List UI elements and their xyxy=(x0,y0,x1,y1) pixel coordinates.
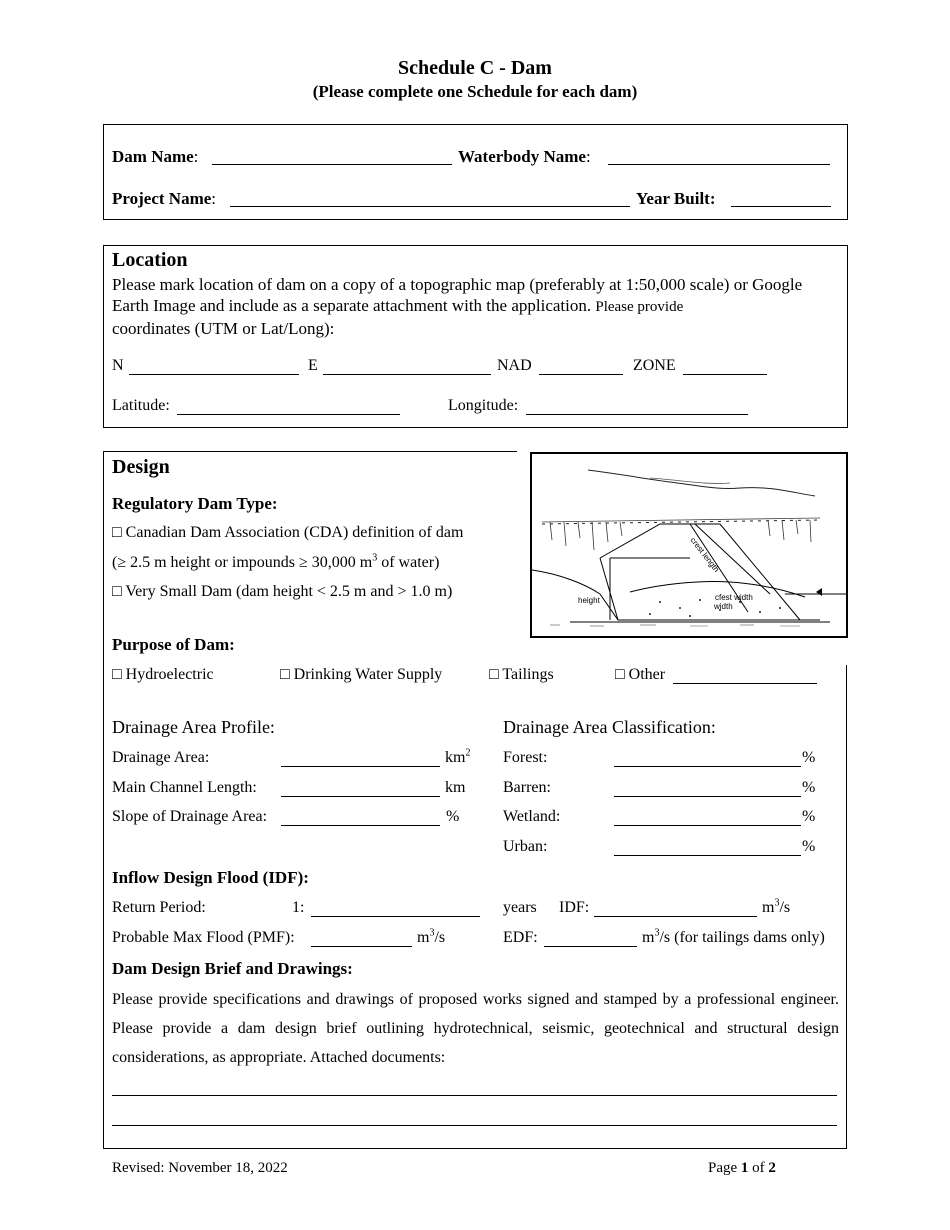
design-left-border xyxy=(103,451,104,1148)
urban-field[interactable] xyxy=(614,855,801,856)
urban-unit: % xyxy=(802,838,816,855)
channel-length-unit: km xyxy=(445,779,466,796)
slope-label: Slope of Drainage Area: xyxy=(112,808,268,825)
e-label: E xyxy=(308,357,318,374)
nad-field[interactable] xyxy=(539,374,623,375)
n-field[interactable] xyxy=(129,374,299,375)
height-label: height xyxy=(578,596,600,605)
idf-label: IDF: xyxy=(559,899,590,916)
purpose-other[interactable]: □ Other xyxy=(615,666,666,683)
checkbox-icon[interactable]: □ xyxy=(112,524,122,541)
idf-heading: Inflow Design Flood (IDF): xyxy=(112,868,309,887)
dam-cross-section-diagram xyxy=(530,452,849,638)
design-brief-heading: Dam Design Brief and Drawings: xyxy=(112,959,353,978)
checkbox-icon[interactable]: □ xyxy=(280,666,290,683)
latitude-field[interactable] xyxy=(177,414,400,415)
purpose-hydroelectric[interactable]: □ Hydroelectric xyxy=(112,666,214,683)
return-period-label: Return Period: xyxy=(112,899,206,916)
edf-label: EDF: xyxy=(503,929,538,946)
slope-field[interactable] xyxy=(281,825,440,826)
attached-documents-line-1[interactable] xyxy=(112,1095,837,1096)
nad-label: NAD xyxy=(497,357,532,374)
purpose-other-field[interactable] xyxy=(673,683,817,684)
pmf-field[interactable] xyxy=(311,946,412,947)
very-small-dam-option[interactable]: □ Very Small Dam (dam height < 2.5 m and > 1.0 m) xyxy=(112,583,453,600)
barren-unit: % xyxy=(802,779,816,796)
crest-width-label: cfest width xyxy=(715,593,753,602)
pmf-unit: $m^3/s$ xyxy=(417,927,446,946)
checkbox-icon[interactable]: □ xyxy=(489,666,499,683)
waterbody-name-field[interactable] xyxy=(608,164,830,165)
design-right-border xyxy=(846,665,847,1148)
checkbox-icon[interactable]: □ xyxy=(112,666,122,683)
slope-unit: % xyxy=(446,808,460,825)
year-built-field[interactable] xyxy=(731,206,831,207)
edf-field[interactable] xyxy=(544,946,637,947)
cda-detail: (≥ 2.5 m height or impounds ≥ 30,000 $m^3$ of water) xyxy=(112,552,440,571)
edf-unit: $m^3/s$ (for tailings dams only) xyxy=(642,927,825,946)
design-top-border xyxy=(103,451,517,452)
purpose-heading: Purpose of Dam: xyxy=(112,635,235,654)
drainage-profile-heading: Drainage Area Profile: xyxy=(112,717,275,737)
urban-label: Urban: xyxy=(503,838,548,855)
return-period-field[interactable] xyxy=(311,916,480,917)
attached-documents-line-2[interactable] xyxy=(112,1125,837,1126)
wetland-label: Wetland: xyxy=(503,808,561,825)
zone-label: ZONE xyxy=(633,357,676,374)
longitude-label: Longitude: xyxy=(448,397,519,414)
checkbox-icon[interactable]: □ xyxy=(112,583,122,600)
forest-unit: % xyxy=(802,749,816,766)
wetland-field[interactable] xyxy=(614,825,801,826)
regulatory-dam-type-heading: Regulatory Dam Type: xyxy=(112,494,278,513)
e-field[interactable] xyxy=(323,374,491,375)
n-label: N xyxy=(112,357,124,374)
idf-unit: $m^3/s$ xyxy=(762,897,791,916)
channel-length-field[interactable] xyxy=(281,796,440,797)
cda-option[interactable]: □ Canadian Dam Association (CDA) definition of dam xyxy=(112,524,464,541)
dam-name-field[interactable] xyxy=(212,164,452,165)
pmf-label: Probable Max Flood (PMF): xyxy=(112,929,295,946)
page-subtitle: (Please complete one Schedule for each dam) xyxy=(312,82,638,101)
barren-label: Barren: xyxy=(503,779,551,796)
project-name-field[interactable] xyxy=(230,206,630,207)
drainage-area-unit: $km^2$ xyxy=(445,747,471,766)
purpose-tailings[interactable]: □ Tailings xyxy=(489,666,554,683)
return-period-prefix: 1: xyxy=(292,899,305,916)
design-heading: Design xyxy=(112,456,170,478)
idf-field[interactable] xyxy=(594,916,757,917)
checkbox-icon[interactable]: □ xyxy=(615,666,625,683)
project-name-label: Project Name: xyxy=(112,189,217,208)
revised-date: Revised: November 18, 2022 xyxy=(112,1160,288,1176)
location-instructions: Please mark location of dam on a copy of a topographic map (preferably at 1:50,000 scale) or Google Earth Image and include as a separate attachment with the application. Please provide coordinates (UTM or Lat/Long): xyxy=(112,275,803,338)
design-brief-text: Please provide specifications and drawings of proposed works signed and stamped by a professional engineer. Please provide a dam design brief outlining hydrotechnical, seismic, geotechnical and structural design considerations, as appropriate. Attached documents: xyxy=(112,991,839,1066)
waterbody-name-label: Waterbody Name: xyxy=(458,147,591,166)
barren-field[interactable] xyxy=(614,796,801,797)
purpose-drinking-water[interactable]: □ Drinking Water Supply xyxy=(280,666,443,683)
design-bottom-border xyxy=(103,1148,847,1149)
zone-field[interactable] xyxy=(683,374,767,375)
width-label: width xyxy=(714,602,733,611)
latitude-label: Latitude: xyxy=(112,397,170,414)
page-title: Schedule C - Dam xyxy=(398,57,552,79)
forest-field[interactable] xyxy=(614,766,801,767)
channel-length-label: Main Channel Length: xyxy=(112,779,257,796)
longitude-field[interactable] xyxy=(526,414,748,415)
location-heading: Location xyxy=(112,249,188,271)
year-built-label: Year Built: xyxy=(636,189,716,208)
forest-label: Forest: xyxy=(503,749,548,766)
dam-name-label: Dam Name: xyxy=(112,147,199,166)
page-number: Page 1 of 2 xyxy=(708,1160,776,1176)
drainage-area-label: Drainage Area: xyxy=(112,749,210,766)
crest-length-label: crest length xyxy=(688,535,721,574)
years-label: years xyxy=(503,899,537,916)
drainage-area-field[interactable] xyxy=(281,766,440,767)
classification-heading: Drainage Area Classification: xyxy=(503,717,716,737)
wetland-unit: % xyxy=(802,808,816,825)
